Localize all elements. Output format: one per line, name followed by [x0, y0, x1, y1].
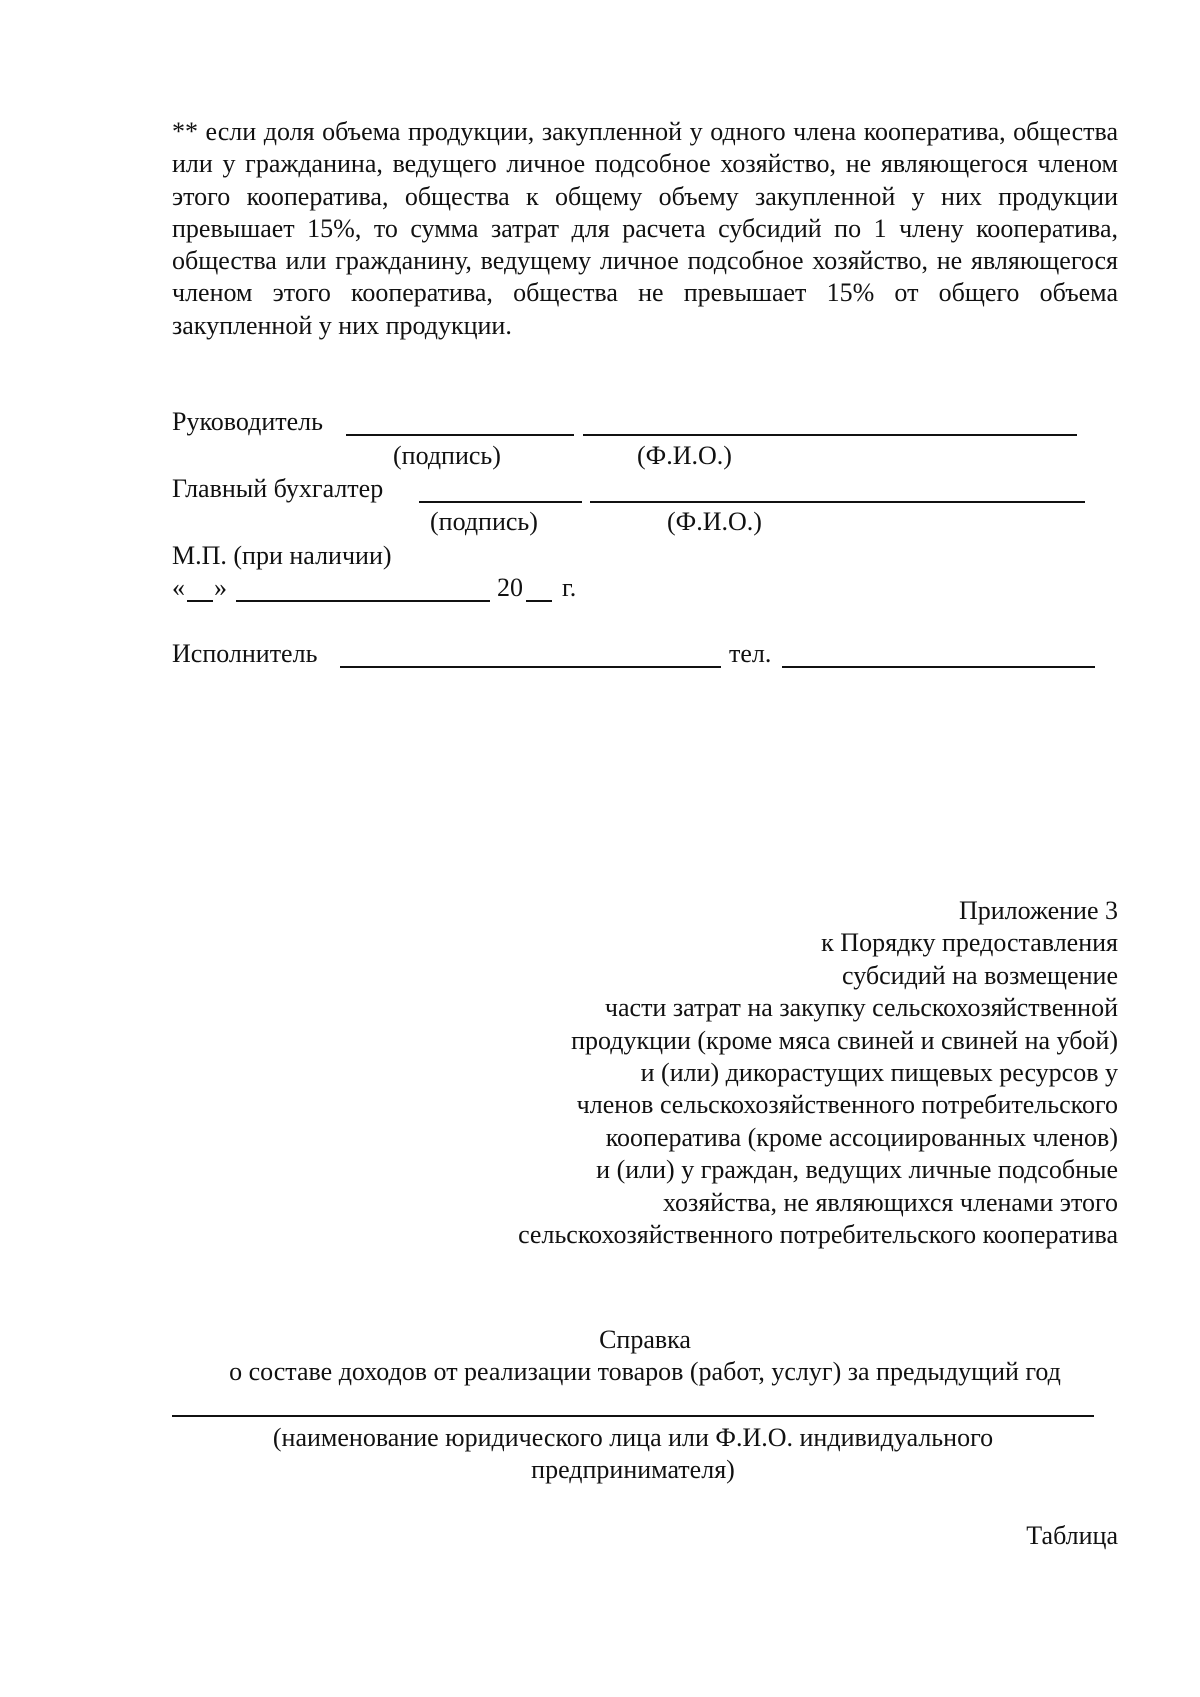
date-month-line[interactable] — [236, 600, 490, 602]
appendix-line: Приложение 3 — [958, 896, 1118, 925]
appendix-line: кооператива (кроме ассоциированных членов) — [605, 1122, 1118, 1152]
date-close-quote: » — [214, 573, 227, 602]
certificate-title: Справка — [599, 1325, 691, 1354]
date-year-line[interactable] — [526, 600, 552, 602]
accountant-signature-line[interactable] — [419, 501, 582, 503]
appendix-line: и (или) дикорастущих пищевых ресурсов у — [640, 1058, 1118, 1088]
appendix-line: к Порядку предоставления — [821, 928, 1118, 958]
executor-name-line[interactable] — [340, 666, 721, 668]
appendix-line: хозяйства, не являющихся членами этого — [662, 1187, 1118, 1217]
date-year-suffix: г. — [562, 573, 577, 602]
table-label: Таблица — [1026, 1521, 1118, 1550]
appendix-line: и (или) у граждан, ведущих личные подсобные — [596, 1155, 1118, 1185]
phone-line[interactable] — [782, 666, 1095, 668]
appendix-line: субсидий на возмещение — [842, 960, 1118, 990]
appendix-line: сельскохозяйственного потребительского кооператива — [518, 1220, 1118, 1250]
stamp-label: М.П. (при наличии) — [172, 541, 392, 570]
appendix-header — [518, 895, 1118, 1251]
accountant-name-line[interactable] — [590, 501, 1085, 503]
appendix-line: продукции (кроме мяса свиней и свиней на убой) — [571, 1025, 1118, 1055]
date-day-line[interactable] — [187, 600, 213, 602]
head-signature-caption: (подпись) — [393, 441, 501, 470]
accountant-signature-caption: (подпись) — [430, 507, 538, 536]
accountant-name-caption: (Ф.И.О.) — [667, 507, 762, 536]
footnote-paragraph: ** если доля объема продукции, закупленной у одного члена кооператива, общества или у гражданина, ведущего личное подсобное хозяйство, не являющегося членом этого кооператива, общества к общему объему закупленной у них продукции превышает 15%, то сумма затрат для расчета субсидий по 1 члену кооператива, общества или гражданину, ведущему личное подсобное хозяйство, не являющегося членом этого кооператива, общества не превышает 15% от общего объема закупленной у них продукции. — [172, 117, 1118, 340]
head-name-caption: (Ф.И.О.) — [637, 441, 732, 470]
entity-name-line[interactable] — [172, 1415, 1094, 1417]
head-name-line[interactable] — [583, 434, 1077, 436]
head-signature-line[interactable] — [346, 434, 574, 436]
date-open-quote: « — [172, 573, 185, 602]
entity-caption-line1: (наименование юридического лица или Ф.И.О. индивидуального — [272, 1423, 994, 1452]
date-year-prefix: 20 — [497, 573, 523, 602]
certificate-subtitle: о составе доходов от реализации товаров (работ, услуг) за предыдущий год — [229, 1357, 1061, 1386]
appendix-line: части затрат на закупку сельскохозяйственной — [604, 993, 1118, 1023]
executor-label: Исполнитель — [172, 639, 318, 668]
entity-caption-line2: предпринимателя) — [531, 1455, 735, 1484]
phone-label: тел. — [729, 639, 772, 668]
head-label: Руководитель — [172, 407, 323, 436]
appendix-line: членов сельскохозяйственного потребительского — [576, 1090, 1118, 1120]
accountant-label: Главный бухгалтер — [172, 474, 384, 503]
